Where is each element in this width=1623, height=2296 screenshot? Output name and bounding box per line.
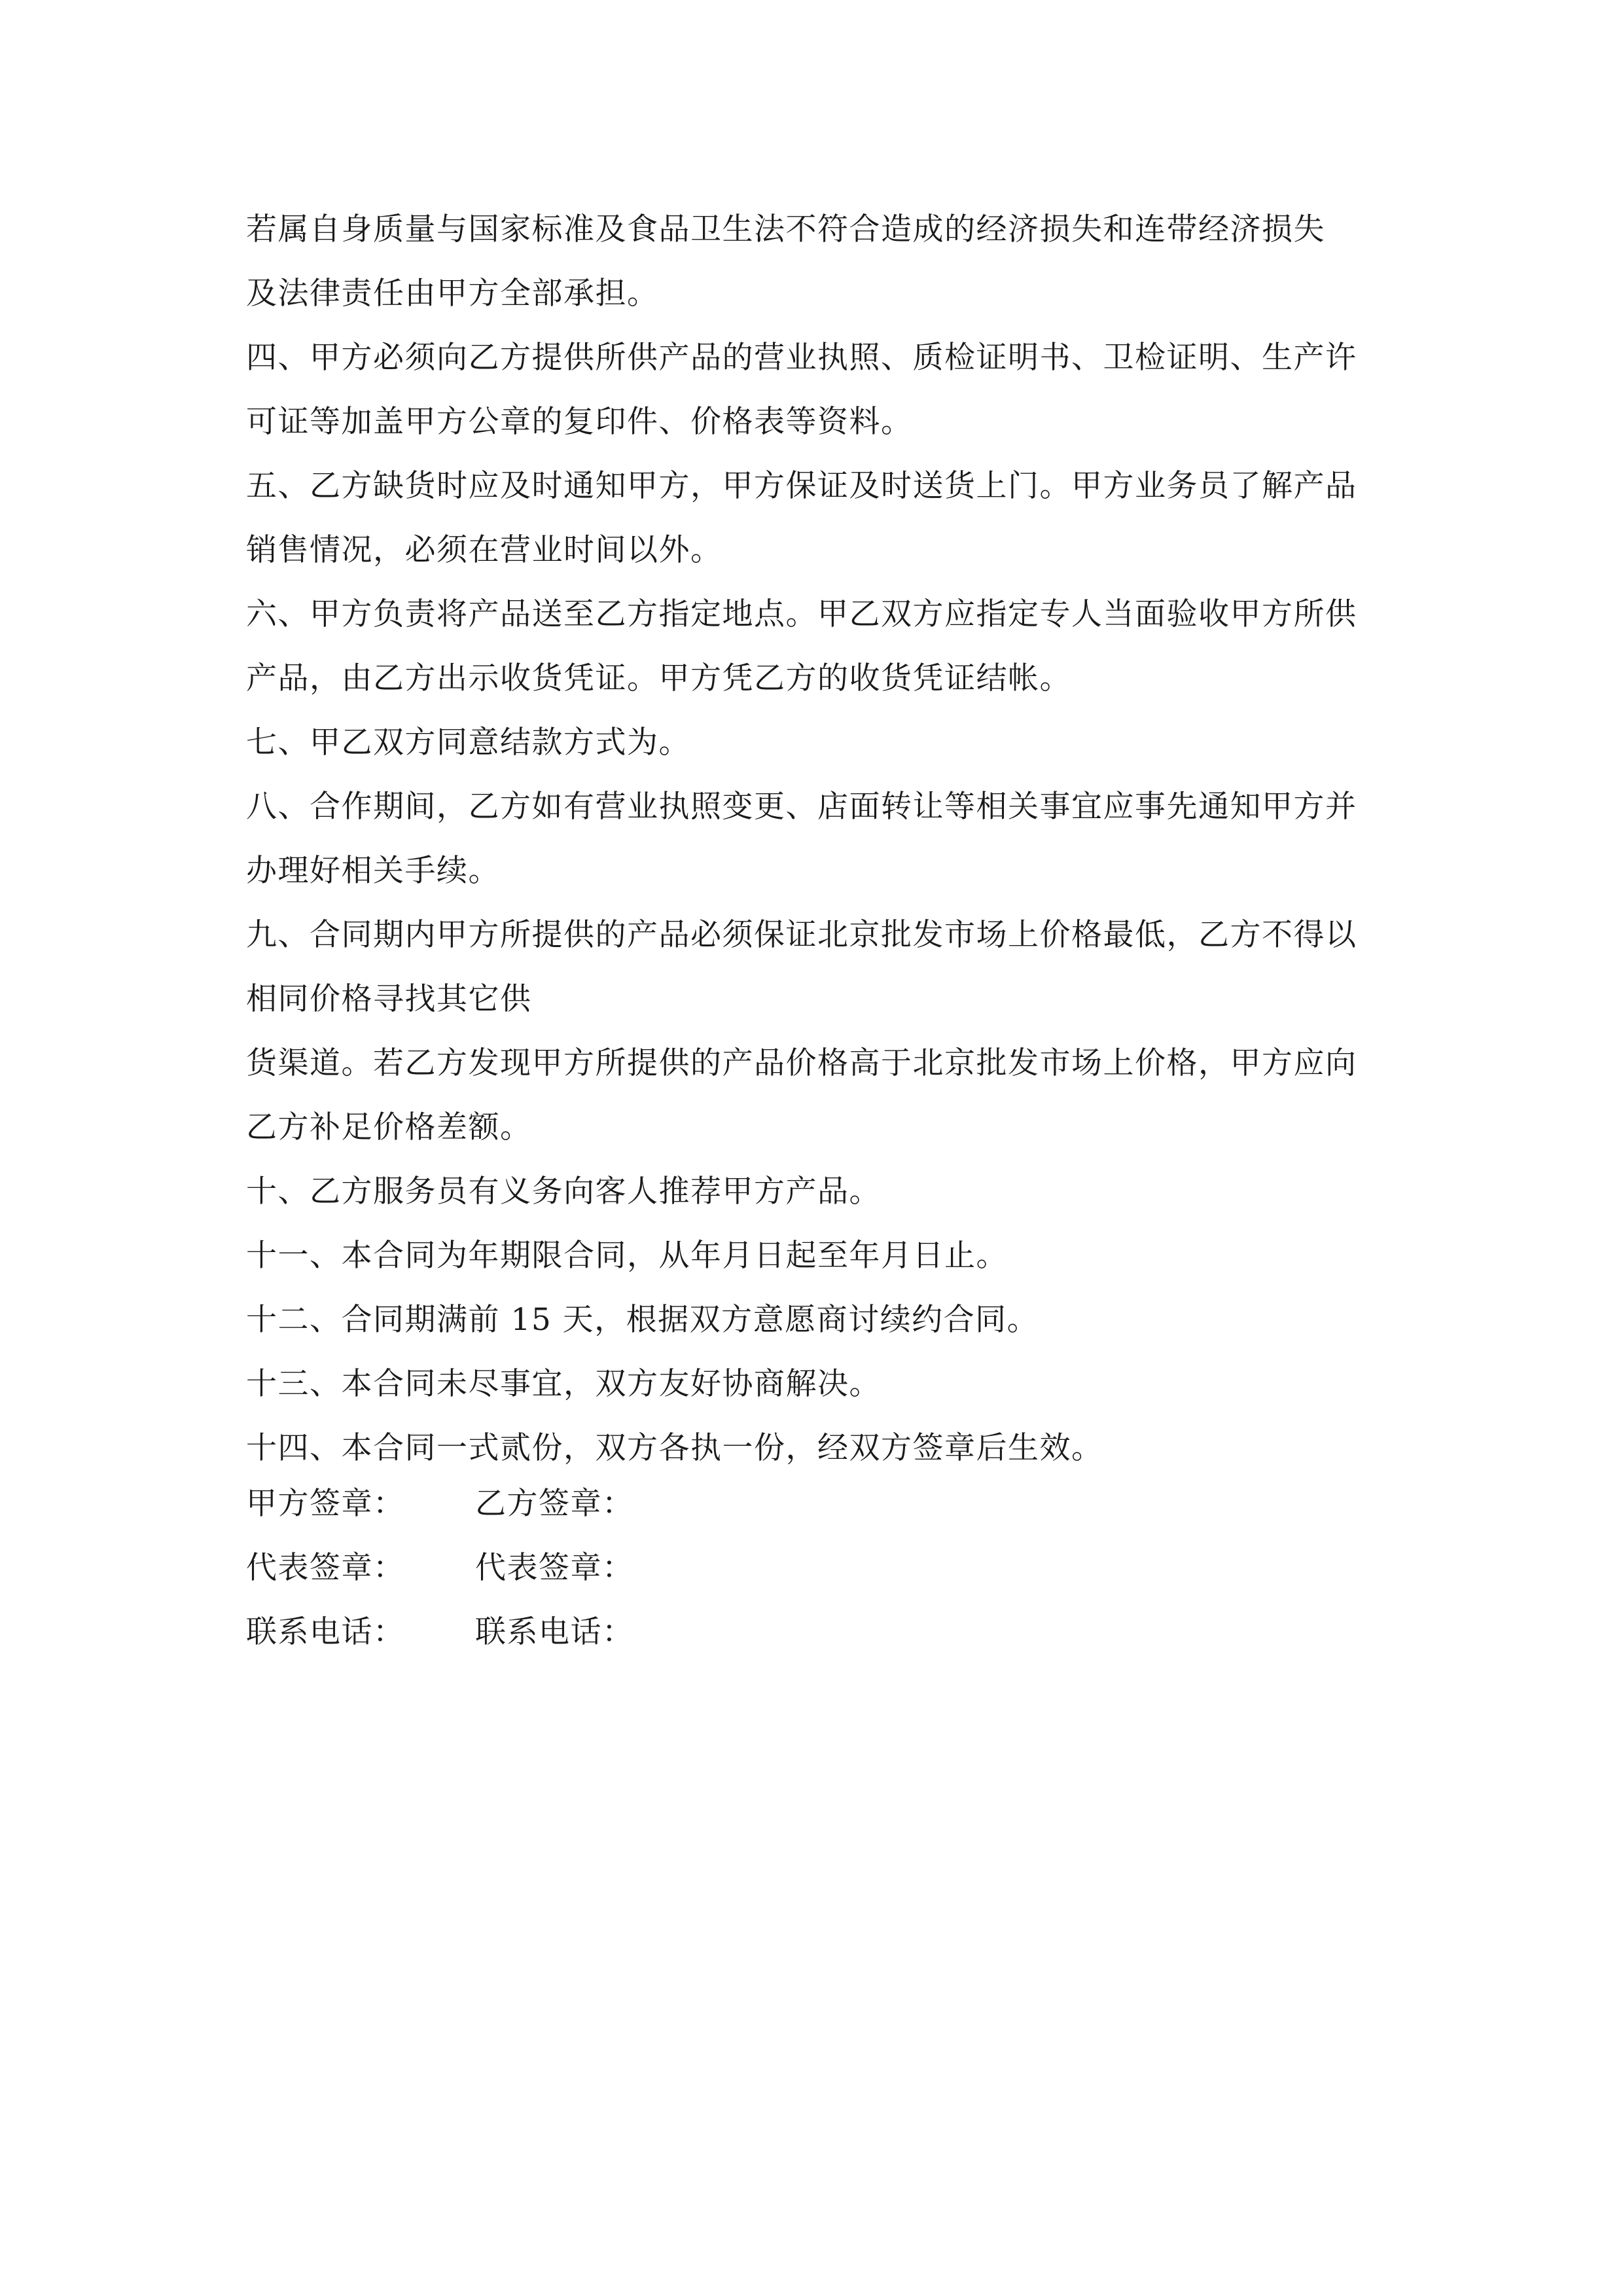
contract-line: 相同价格寻找其它供 [246,981,532,1017]
clause-6: 六、甲方负责将产品送至乙方指定地点。甲乙双方应指定专人当面验收甲方所供 [246,596,1357,632]
signature-row [246,1536,1031,1600]
clause-5: 五、乙方缺货时应及时通知甲方，甲方保证及时送货上门。甲方业务员了解产品 [246,468,1357,504]
clause-8: 八、合作期间，乙方如有营业执照变更、店面转让等相关事宜应事先通知甲方并 [246,789,1357,825]
party-a-signature-label: 甲方签章： [246,1486,405,1522]
clause-14: 十四、本合同一式贰份，双方各执一份，经双方签章后生效。 [246,1430,1103,1466]
contract-line: 乙方补足价格差额。 [246,1109,532,1145]
contract-line: 货渠道。若乙方发现甲方所提供的产品价格高于北京批发市场上价格，甲方应向 [246,1045,1357,1081]
party-b-phone-label: 联系电话： [475,1614,634,1650]
party-a-representative-label: 代表签章： [246,1550,405,1586]
clause-10: 十、乙方服务员有义务向客人推荐甲方产品。 [246,1174,881,1210]
clause-7: 七、甲乙双方同意结款方式为。 [246,725,690,761]
contract-line: 办理好相关手续。 [246,853,500,889]
party-b-representative-label: 代表签章： [475,1550,634,1586]
clause-11: 十一、本合同为年期限合同，从年月日起至年月日止。 [246,1238,1008,1274]
clause-4: 四、甲方必须向乙方提供所供产品的营业执照、质检证明书、卫检证明、生产许 [246,340,1357,376]
party-b-signature-label: 乙方签章： [475,1486,634,1522]
contract-line: 及法律责任由甲方全部承担。 [246,276,659,312]
signature-row [246,1600,1031,1664]
signature-row [246,1472,1031,1536]
clause-12: 十二、合同期满前 15 天，根据双方意愿商讨续约合同。 [246,1302,1039,1338]
signature-block [246,1472,1031,1664]
contract-line: 可证等加盖甲方公章的复印件、价格表等资料。 [246,404,913,440]
clause-13: 十三、本合同未尽事宜，双方友好协商解决。 [246,1366,881,1402]
party-a-phone-label: 联系电话： [246,1614,405,1650]
clause-9: 九、合同期内甲方所提供的产品必须保证北京批发市场上价格最低，乙方不得以 [246,917,1357,953]
contract-line: 产品，由乙方出示收货凭证。甲方凭乙方的收货凭证结帐。 [246,660,1071,696]
contract-body [246,198,1385,1480]
contract-line: 销售情况，必须在营业时间以外。 [246,532,722,568]
contract-line: 若属自身质量与国家标准及食品卫生法不符合造成的经济损失和连带经济损失 [246,211,1325,247]
